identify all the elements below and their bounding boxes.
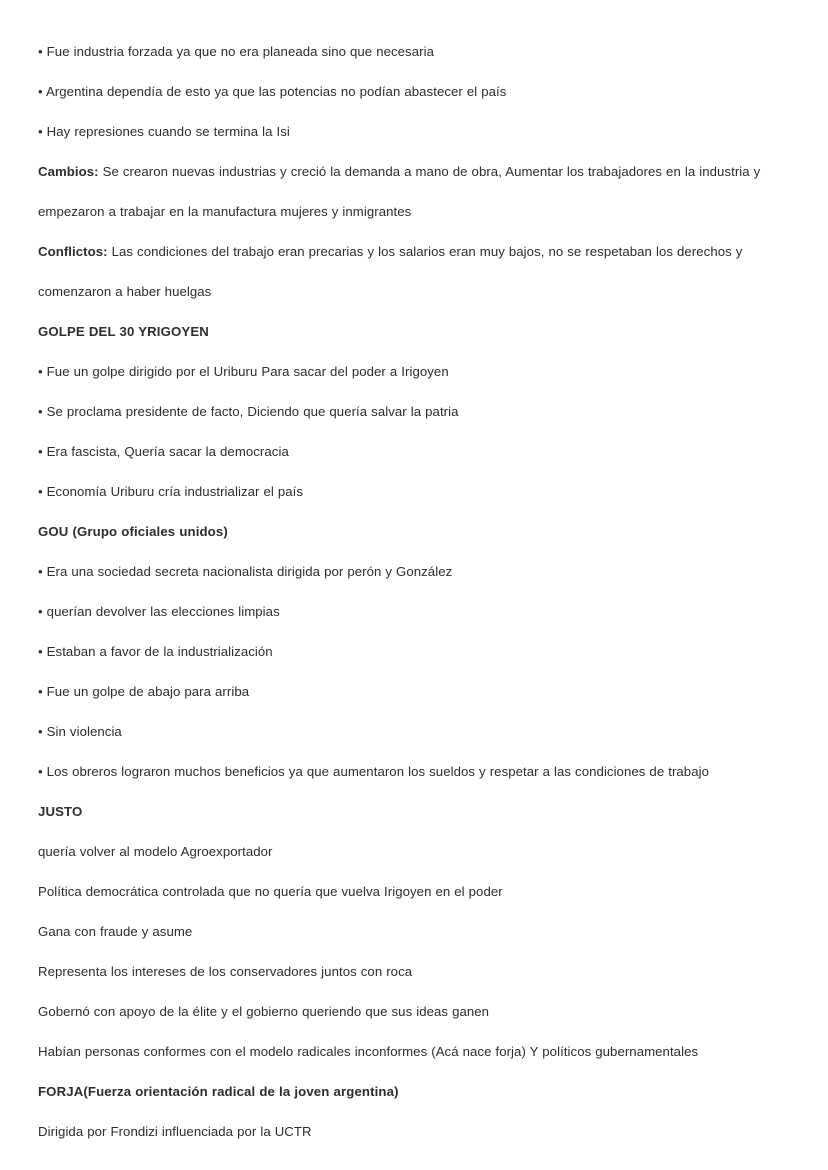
heading-justo: JUSTO: [38, 804, 83, 819]
bullet-argentina-dependia: • Argentina dependía de esto ya que las potencias no podían abastecer el país: [38, 84, 507, 99]
paragraph-modelo-agroexportador: quería volver al modelo Agroexportador: [38, 844, 273, 859]
paragraph-intereses-conservadores: Representa los intereses de los conservadores juntos con roca: [38, 964, 413, 979]
paragraph-conflictos: [38, 232, 790, 312]
bullet-industria-forzada: • Fue industria forzada ya que no era planeada sino que necesaria: [38, 44, 434, 59]
bullet-golpe-abajo-arriba: • Fue un golpe de abajo para arriba: [38, 684, 250, 699]
bullet-sin-violencia: • Sin violencia: [38, 724, 122, 739]
bullet-favor-industrializacion: • Estaban a favor de la industrialización: [38, 644, 273, 659]
paragraph-personas-conformes: Habían personas conformes con el modelo radicales inconformes (Acá nace forja) Y políticos gubernamentales: [38, 1044, 699, 1059]
bullet-elecciones-limpias: • querían devolver las elecciones limpias: [38, 604, 280, 619]
paragraph-cambios-label: Cambios:: [38, 164, 99, 179]
bullet-presidente-de-facto: • Se proclama presidente de facto, Diciendo que quería salvar la patria: [38, 404, 459, 419]
paragraph-gana-con-fraude: Gana con fraude y asume: [38, 924, 193, 939]
bullet-obreros-beneficios: • Los obreros lograron muchos beneficios ya que aumentaron los sueldos y respetar a las condiciones de trabajo: [38, 764, 709, 779]
bullet-represiones-isi: • Hay represiones cuando se termina la Isi: [38, 124, 290, 139]
bullet-economia-uriburu: • Economía Uriburu cría industrializar el país: [38, 484, 304, 499]
heading-forja: FORJA(Fuerza orientación radical de la joven argentina): [38, 1084, 399, 1099]
paragraph-dirigida-frondizi: Dirigida por Frondizi influenciada por la UCTR: [38, 1124, 312, 1139]
paragraph-politica-democratica: Política democrática controlada que no quería que vuelva Irigoyen en el poder: [38, 884, 503, 899]
bullet-era-fascista: • Era fascista, Quería sacar la democracia: [38, 444, 289, 459]
document-body: [38, 32, 790, 1152]
heading-gou: GOU (Grupo oficiales unidos): [38, 524, 228, 539]
paragraph-cambios: [38, 152, 790, 232]
paragraph-conflictos-label: Conflictos:: [38, 244, 108, 259]
paragraph-conflictos-text: Las condiciones del trabajo eran precarias y los salarios eran muy bajos, no se respetaban los derechos y comenzaron a haber huelgas: [38, 244, 743, 299]
bullet-sociedad-secreta: • Era una sociedad secreta nacionalista dirigida por perón y González: [38, 564, 453, 579]
paragraph-goberno-con-apoyo: Gobernó con apoyo de la élite y el gobierno queriendo que sus ideas ganen: [38, 1004, 490, 1019]
heading-golpe-del-30-yrigoyen: GOLPE DEL 30 YRIGOYEN: [38, 324, 209, 339]
bullet-golpe-uriburu: • Fue un golpe dirigido por el Uriburu Para sacar del poder a Irigoyen: [38, 364, 449, 379]
paragraph-cambios-text: Se crearon nuevas industrias y creció la demanda a mano de obra, Aumentar los trabajadores en la industria y empezaron a trabajar en la manufactura mujeres y inmigrantes: [38, 164, 761, 219]
